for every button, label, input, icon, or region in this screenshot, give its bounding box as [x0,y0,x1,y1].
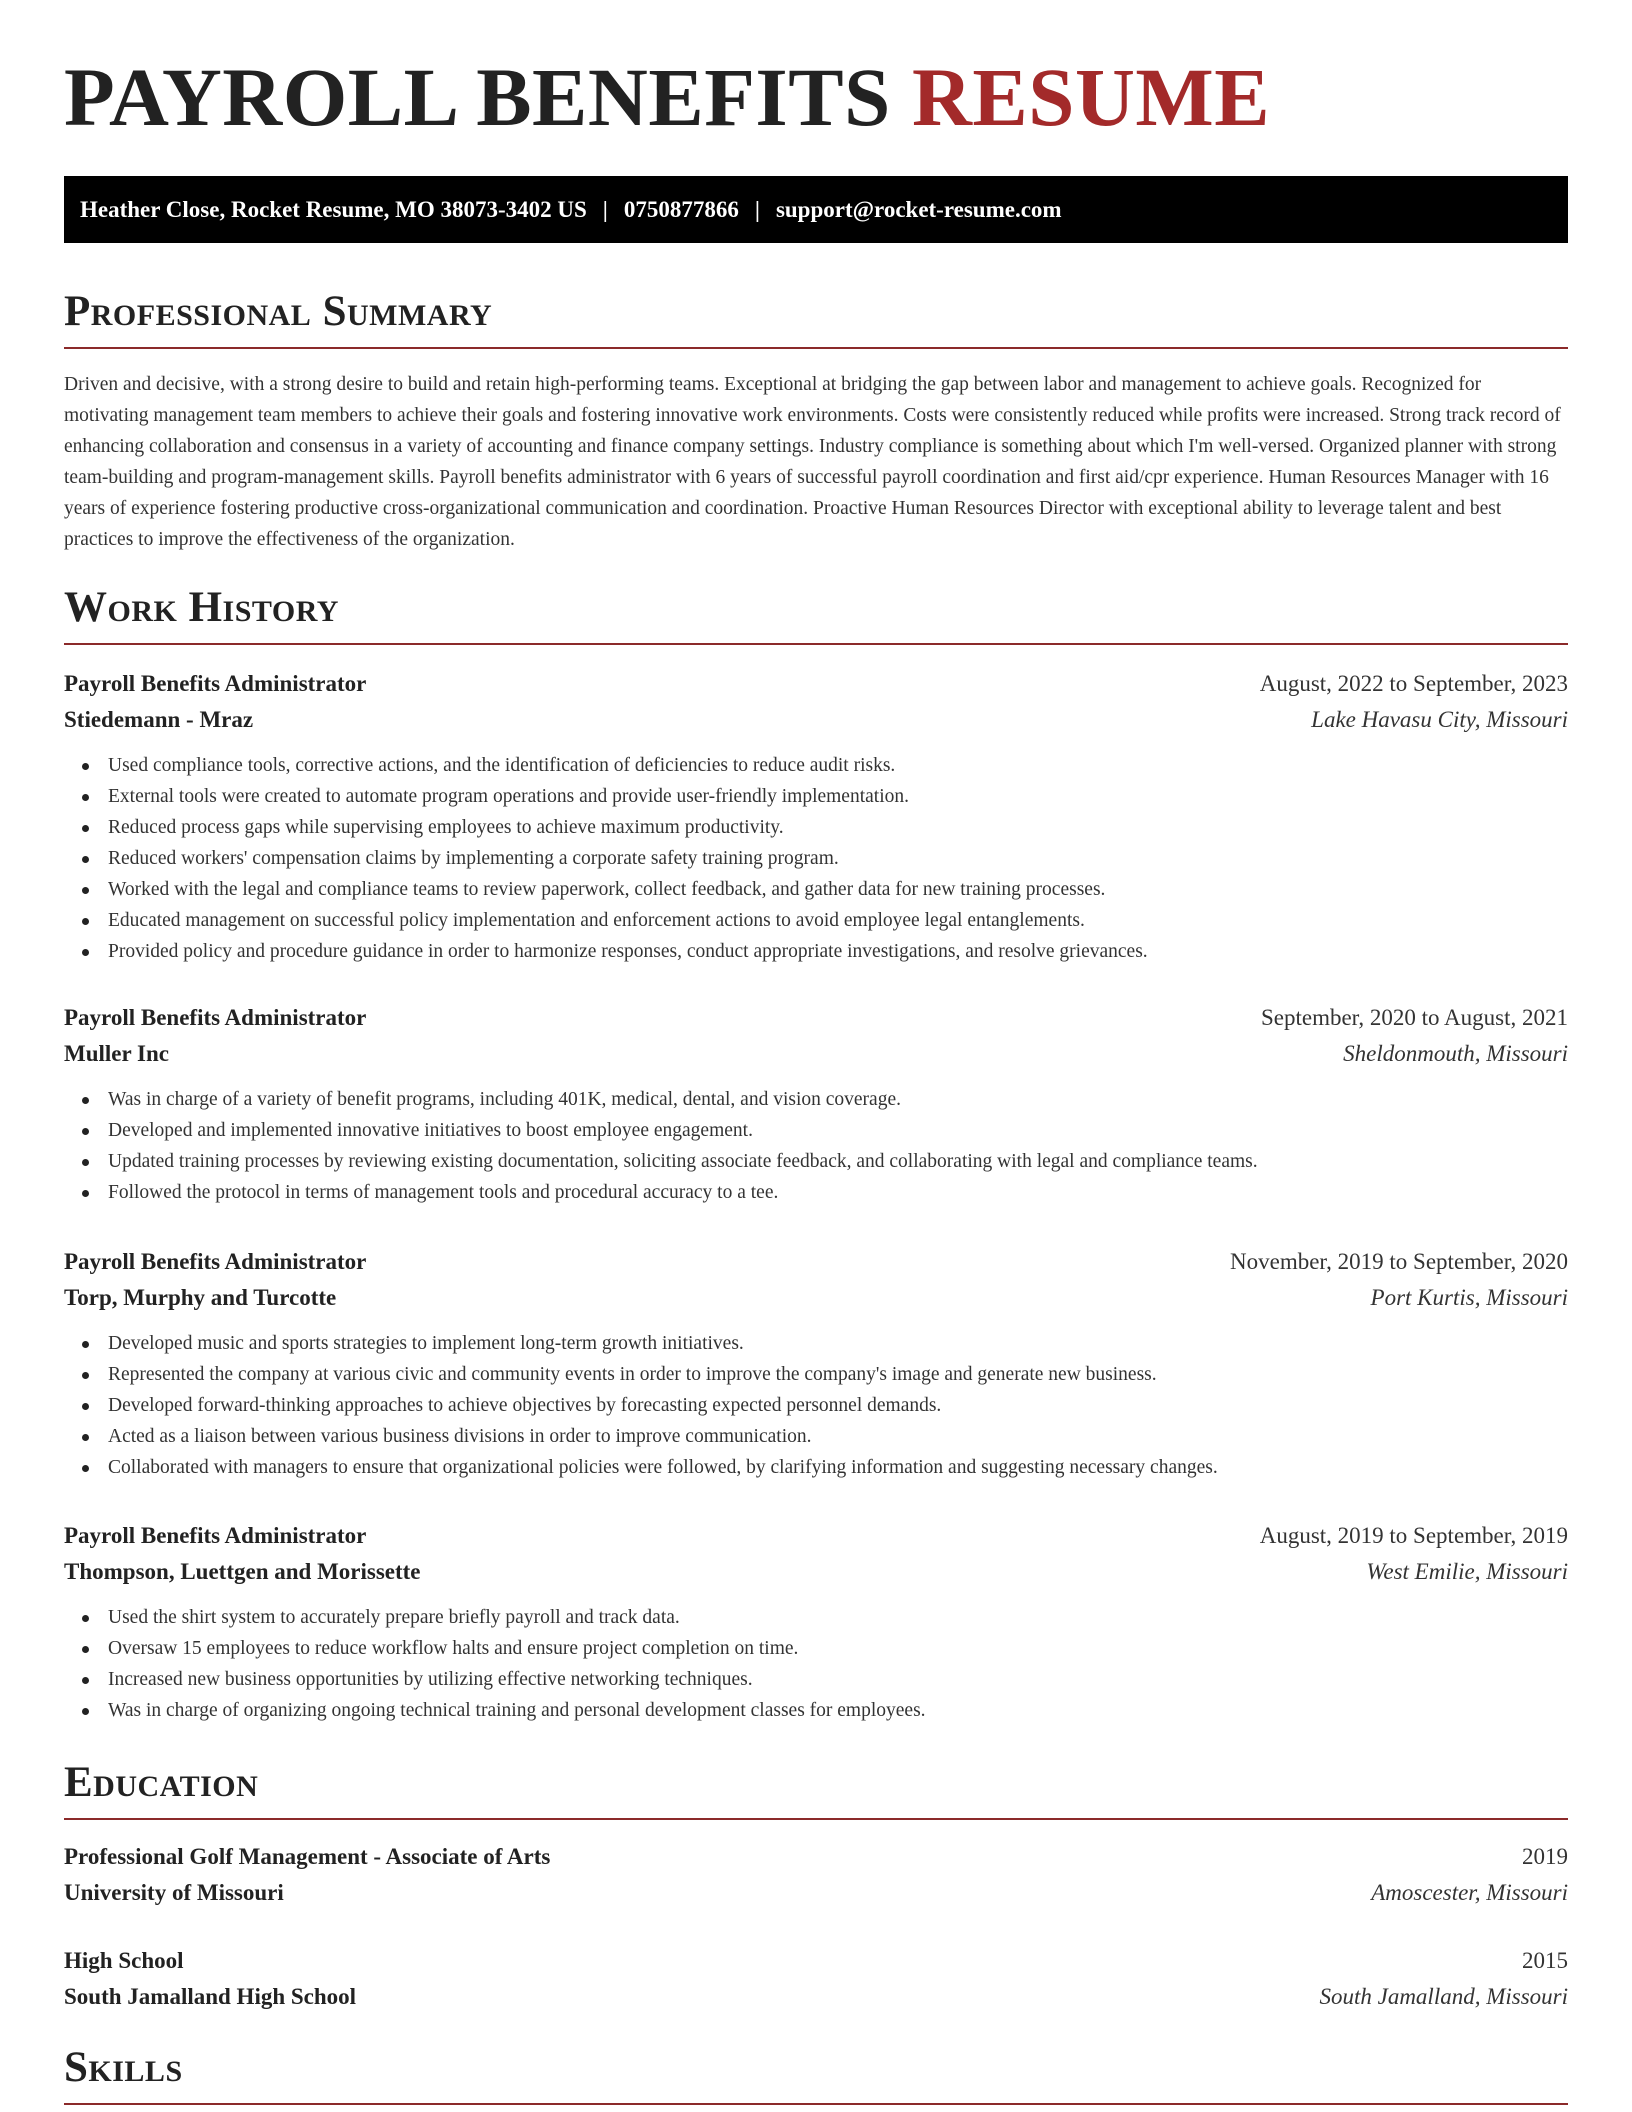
education-entry [64,1839,1568,1911]
job-bullet: Updated training processes by reviewing existing documentation, soliciting associate feedback, and collaborating with legal and compliance teams. [64,1146,1568,1177]
contact-separator: | [602,196,608,222]
job-bullets [64,1328,1568,1483]
job-title: Payroll Benefits Administrator [64,1249,367,1274]
work-entry [64,1000,1568,1208]
education-location: South Jamalland, Missouri [1319,1984,1568,2009]
education-school: University of Missouri [64,1880,284,1905]
job-bullet: Developed forward-thinking approaches to achieve objectives by forecasting expected personnel demands. [64,1390,1568,1421]
job-location: Lake Havasu City, Missouri [1311,707,1568,732]
job-bullet: Oversaw 15 employees to reduce workflow halts and ensure project completion on time. [64,1633,1568,1664]
work-entry [64,1518,1568,1726]
education-year: 2019 [1522,1844,1568,1869]
job-bullet: Reduced process gaps while supervising employees to achieve maximum productivity. [64,812,1568,843]
job-bullet: Developed music and sports strategies to implement long-term growth initiatives. [64,1328,1568,1359]
job-location: Port Kurtis, Missouri [1370,1285,1568,1310]
job-bullet: Provided policy and procedure guidance in order to harmonize responses, conduct appropriate investigations, and resolve grievances. [64,936,1568,967]
job-title: Payroll Benefits Administrator [64,671,367,696]
job-company: Stiedemann - Mraz [64,707,254,732]
job-company: Muller Inc [64,1041,169,1066]
title-main: PAYROLL BENEFITS [64,51,891,143]
work-section-header [64,586,1568,645]
job-bullet: Was in charge of a variety of benefit programs, including 401K, medical, dental, and vision coverage. [64,1084,1568,1115]
education-year: 2015 [1522,1948,1568,1973]
job-bullet: Developed and implemented innovative initiatives to boost employee engagement. [64,1115,1568,1146]
education-degree: High School [64,1948,184,1973]
education-school: South Jamalland High School [64,1984,357,2009]
job-bullet: Used compliance tools, corrective actions, and the identification of deficiencies to reduce audit risks. [64,750,1568,781]
job-dates: August, 2019 to September, 2019 [1259,1523,1568,1548]
resume-title [64,51,1271,143]
job-bullet: Collaborated with managers to ensure that organizational policies were followed, by clarifying information and suggesting necessary changes. [64,1452,1568,1483]
skills-section-title: Skills [64,2044,183,2091]
job-bullet: Worked with the legal and compliance teams to review paperwork, collect feedback, and gather data for new training processes. [64,874,1568,905]
contact-bar [64,176,1568,243]
job-bullet: External tools were created to automate program operations and provide user-friendly implementation. [64,781,1568,812]
job-dates: August, 2022 to September, 2023 [1259,671,1568,696]
contact-email[interactable]: support@rocket-resume.com [775,196,1062,222]
job-company: Torp, Murphy and Turcotte [64,1285,337,1310]
contact-separator: | [754,196,760,222]
education-degree: Professional Golf Management - Associate of Arts [64,1844,551,1869]
title-accent: RESUME [911,51,1271,143]
job-bullets [64,1084,1568,1208]
work-entry [64,666,1568,967]
summary-section-title: Professional Summary [64,288,493,335]
job-bullet: Represented the company at various civic and community events in order to improve the company's image and generate new business. [64,1359,1568,1390]
job-location: West Emilie, Missouri [1366,1559,1568,1584]
education-section-title: Education [64,1759,259,1806]
job-bullets [64,750,1568,967]
job-bullet: Was in charge of organizing ongoing technical training and personal development classes for employees. [64,1695,1568,1726]
work-entry [64,1244,1568,1483]
work-section-title: Work History [64,584,339,631]
job-bullet: Increased new business opportunities by utilizing effective networking techniques. [64,1664,1568,1695]
job-bullet: Reduced workers' compensation claims by implementing a corporate safety training program. [64,843,1568,874]
job-title: Payroll Benefits Administrator [64,1005,367,1030]
summary-section-header [64,290,1568,349]
job-company: Thompson, Luettgen and Morissette [64,1559,421,1584]
job-bullet: Followed the protocol in terms of management tools and procedural accuracy to a tee. [64,1177,1568,1208]
job-dates: November, 2019 to September, 2020 [1230,1249,1568,1274]
job-bullet: Educated management on successful policy implementation and enforcement actions to avoid employee legal entanglements. [64,905,1568,936]
job-bullets [64,1602,1568,1726]
education-location: Amoscester, Missouri [1371,1880,1568,1905]
job-location: Sheldonmouth, Missouri [1343,1041,1568,1066]
job-bullet: Used the shirt system to accurately prepare briefly payroll and track data. [64,1602,1568,1633]
education-section-header [64,1761,1568,1820]
education-entry [64,1943,1568,2015]
contact-address: Heather Close, Rocket Resume, MO 38073-3402 US [80,196,587,222]
skills-section-header [64,2046,1568,2105]
summary-text: Driven and decisive, with a strong desire to build and retain high-performing teams. Exceptional at bridging the gap between labor and management to achieve goals. Recognized for motivating management team members to achieve their goals and fostering innovative work environments. Costs were consistently reduced while profits were increased. Strong track record of enhancing collaboration and consensus in a variety of accounting and finance company settings. Industry compliance is something about which I'm well-versed. Organized planner with strong team-building and program-management skills. Payroll benefits administrator with 6 years of successful payroll coordination and first aid/cpr experience. Human Resources Manager with 16 years of experience fostering productive cross-organizational communication and coordination. Proactive Human Resources Director with exceptional ability to leverage talent and best practices to improve the effectiveness of the organization. [64,374,1561,550]
job-bullet: Acted as a liaison between various business divisions in order to improve communication. [64,1421,1568,1452]
job-dates: September, 2020 to August, 2021 [1260,1005,1568,1030]
job-title: Payroll Benefits Administrator [64,1523,367,1548]
contact-phone[interactable]: 0750877866 [623,196,739,222]
